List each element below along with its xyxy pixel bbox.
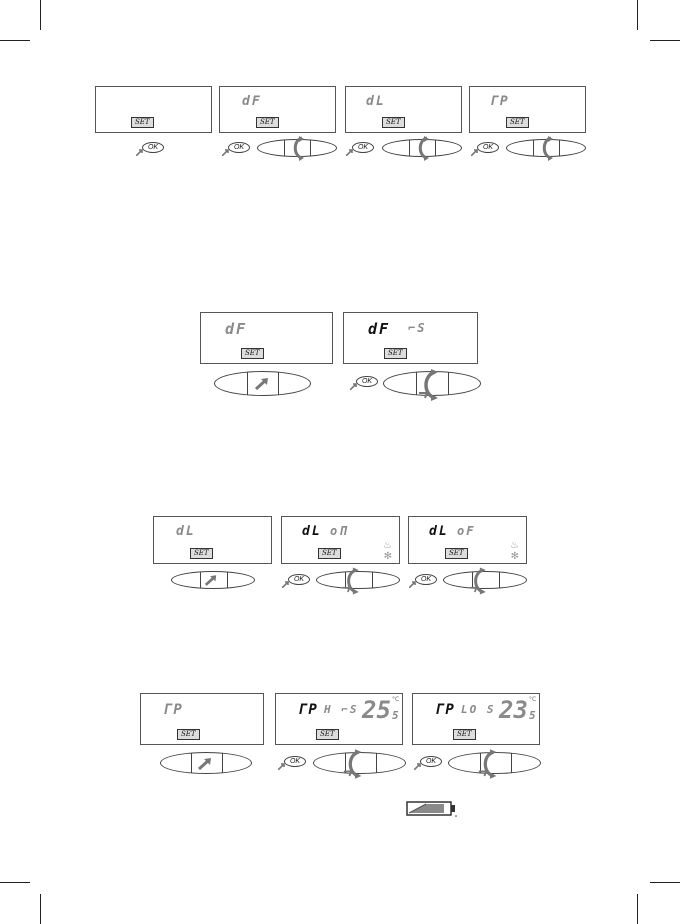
push-knob[interactable]: [171, 571, 255, 589]
unit-label: °C: [392, 696, 400, 703]
ok-button[interactable]: [420, 756, 442, 767]
heat-icon: ♨: [383, 540, 392, 551]
ok-label: OK: [425, 758, 437, 765]
ok-label: OK: [293, 576, 305, 583]
temperature-decimal: 5: [529, 709, 536, 722]
temperature-decimal: 5: [392, 709, 399, 722]
ok-label: OK: [147, 144, 159, 151]
rotate-knob-icon: [415, 136, 431, 162]
ok-button[interactable]: [356, 376, 378, 387]
lcd-sub-text: LO S: [461, 703, 496, 716]
crop-mark: [650, 882, 680, 883]
crop-mark: [650, 40, 680, 41]
lcd-main-text: dL: [366, 94, 386, 109]
crop-mark: [40, 894, 41, 924]
ok-button[interactable]: [352, 142, 374, 153]
set-indicator: SET: [256, 117, 279, 128]
temperature-value: 23: [499, 696, 528, 724]
set-indicator: SET: [445, 548, 468, 559]
rotate-knob-icon: [477, 749, 501, 779]
set-indicator: SET: [131, 117, 154, 128]
rotate-knob-icon: [342, 749, 366, 779]
push-knob[interactable]: [160, 752, 252, 774]
crop-mark: [40, 0, 41, 30]
lcd-main-text: ΓP: [298, 702, 319, 718]
press-arrow-icon: [282, 580, 290, 588]
ok-label: OK: [482, 144, 494, 151]
press-arrow-icon: [471, 148, 479, 156]
press-arrow-icon: [136, 148, 144, 156]
battery-low-icon: [406, 801, 458, 817]
lcd-panel: [469, 86, 586, 133]
crop-mark: [0, 882, 30, 883]
rotary-knob[interactable]: [382, 139, 462, 157]
lcd-panel: [408, 516, 527, 564]
set-indicator: SET: [382, 117, 405, 128]
rotate-knob-icon: [468, 567, 490, 595]
rotary-knob[interactable]: [257, 139, 337, 157]
ok-button[interactable]: [284, 756, 306, 767]
crop-mark: [0, 40, 30, 41]
set-indicator: SET: [384, 348, 407, 359]
rotary-knob[interactable]: [443, 571, 527, 589]
press-arrow-icon: [278, 762, 286, 770]
crop-mark: [637, 894, 638, 924]
set-indicator: SET: [241, 348, 264, 359]
lcd-panel: [153, 516, 272, 564]
lcd-panel: [343, 312, 478, 364]
set-indicator: SET: [177, 729, 200, 740]
lcd-main-text: dF: [242, 94, 262, 109]
crop-mark: [637, 0, 638, 30]
lcd-sub-text: ⌐S: [408, 321, 427, 335]
rotary-knob[interactable]: [448, 752, 541, 774]
ok-label: OK: [357, 144, 369, 151]
lcd-sub-text: H ⌐S: [324, 703, 359, 716]
lcd-main-text: ΓP: [490, 94, 510, 109]
push-knob-icon: [204, 574, 218, 587]
set-indicator: SET: [316, 729, 339, 740]
press-arrow-icon: [222, 148, 230, 156]
set-indicator: SET: [190, 548, 213, 559]
lcd-panel: [95, 86, 212, 133]
ok-button[interactable]: [142, 142, 164, 153]
lcd-panel: [219, 86, 336, 133]
lcd-main-text: dL: [176, 524, 196, 539]
ok-button[interactable]: [477, 142, 499, 153]
rotary-knob[interactable]: [313, 752, 406, 774]
rotary-knob[interactable]: [316, 571, 400, 589]
lcd-panel: [200, 312, 333, 364]
heat-icon: ♨: [510, 540, 519, 551]
lcd-main-text: dF: [225, 320, 248, 338]
lcd-sub-text: oΠ: [330, 524, 349, 538]
ok-label: OK: [233, 144, 245, 151]
rotary-knob[interactable]: [383, 371, 481, 396]
lcd-main-text: ΓP: [435, 702, 456, 718]
ok-button[interactable]: [228, 142, 250, 153]
ok-label: OK: [420, 576, 432, 583]
unit-label: °C: [529, 696, 537, 703]
push-knob-icon: [254, 377, 270, 391]
lcd-sub-text: oF: [457, 524, 476, 538]
push-knob-icon: [197, 757, 213, 771]
lcd-main-text: dF: [368, 320, 391, 338]
rotary-knob[interactable]: [506, 139, 586, 157]
rotate-knob-icon: [417, 369, 443, 401]
ok-button[interactable]: [415, 574, 437, 585]
ok-button[interactable]: [288, 574, 310, 585]
lcd-panel: [281, 516, 400, 564]
push-knob[interactable]: [214, 371, 311, 396]
lcd-panel: [412, 693, 540, 745]
rotate-knob-icon: [341, 567, 363, 595]
press-arrow-icon: [409, 580, 417, 588]
lcd-panel: [345, 86, 462, 133]
press-arrow-icon: [350, 382, 358, 390]
set-indicator: SET: [506, 117, 529, 128]
ok-label: OK: [289, 758, 301, 765]
set-indicator: SET: [318, 548, 341, 559]
lcd-main-text: dL: [302, 524, 322, 539]
lcd-panel: [275, 693, 403, 745]
rotate-knob-icon: [539, 136, 555, 162]
temperature-value: 25: [362, 696, 391, 724]
snowflake-icon: ✻: [510, 551, 519, 562]
lcd-panel: [140, 693, 264, 745]
press-arrow-icon: [346, 148, 354, 156]
rotate-knob-icon: [290, 136, 306, 162]
press-arrow-icon: [414, 762, 422, 770]
ok-label: OK: [361, 378, 373, 385]
lcd-main-text: ΓP: [163, 702, 184, 718]
lcd-main-text: dL: [429, 524, 449, 539]
set-indicator: SET: [453, 729, 476, 740]
snowflake-icon: ✻: [383, 551, 392, 562]
